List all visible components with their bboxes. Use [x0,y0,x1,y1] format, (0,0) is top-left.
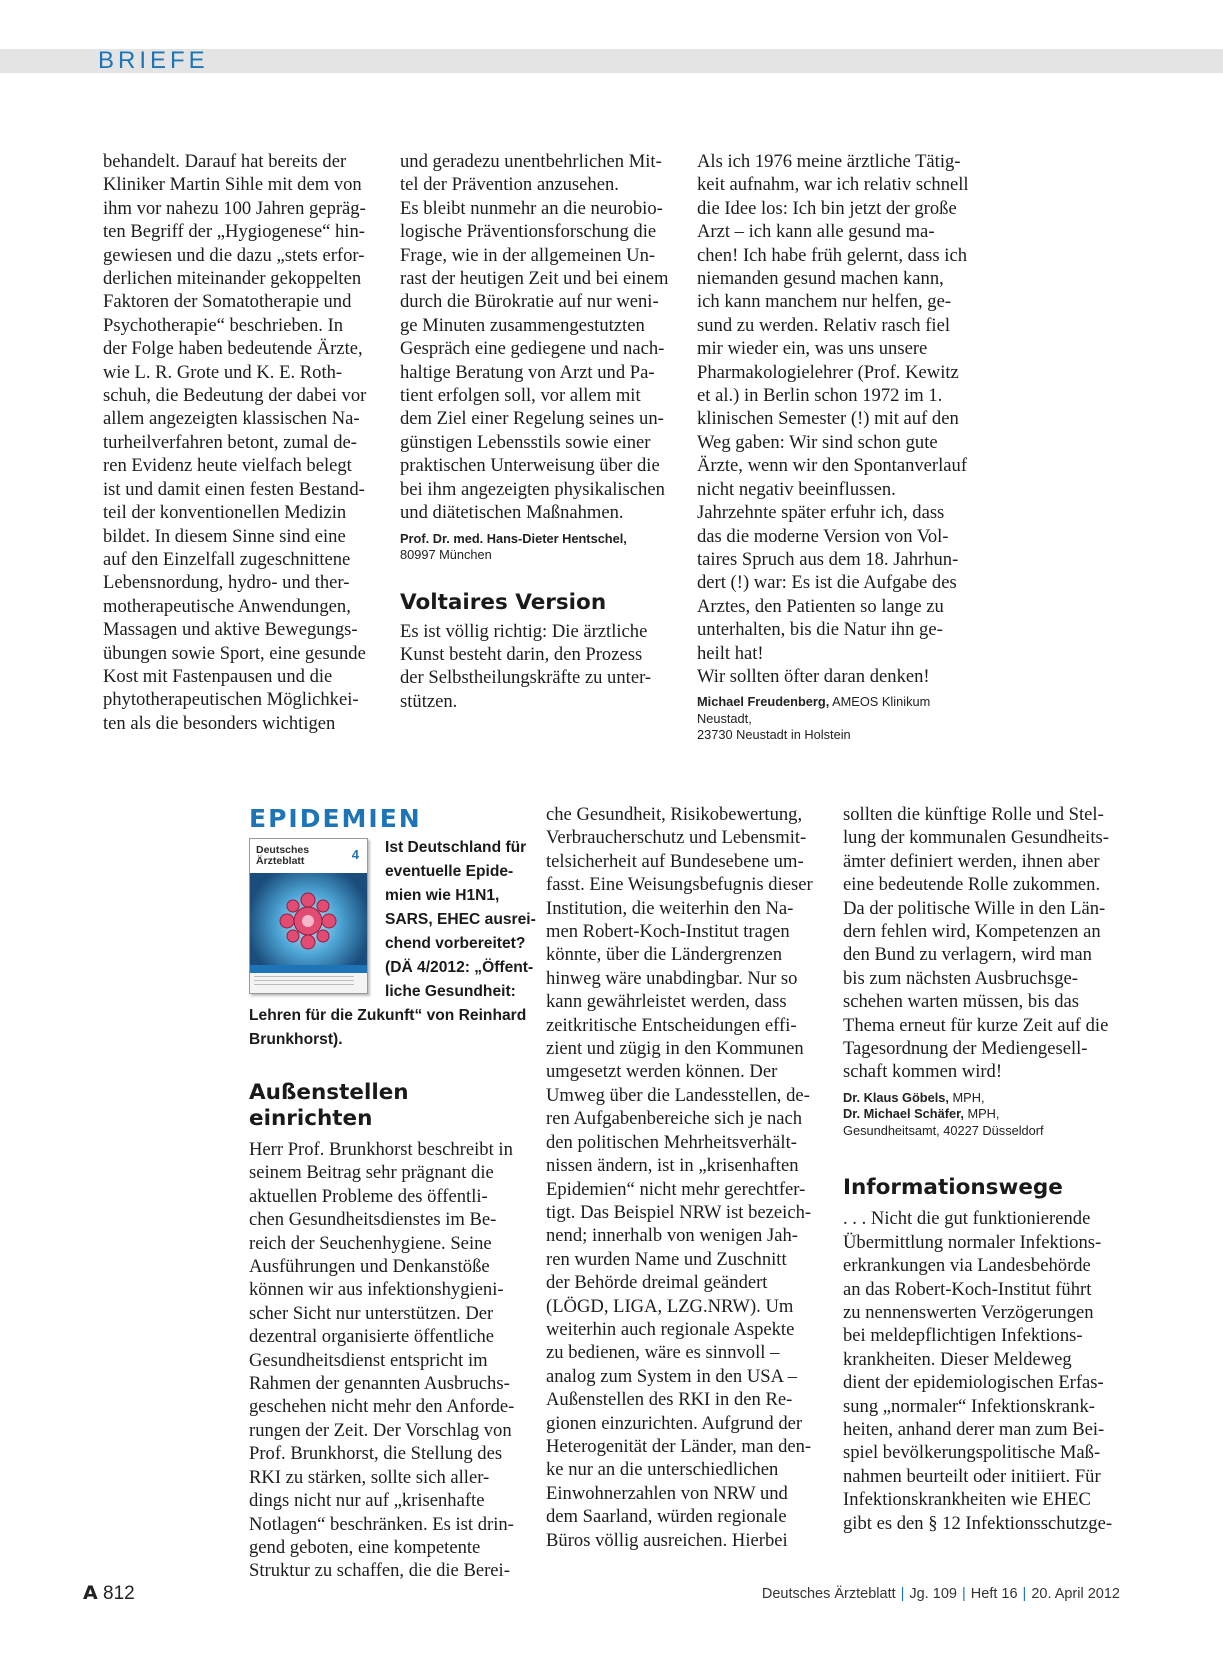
text-line: Struktur zu schaffen, die die Berei- [249,1560,510,1582]
text-line: schaft kommen wird! [843,1061,1003,1083]
letter3-headline: Außenstellen einrichten [249,1080,409,1131]
text-line: ren Aufgabenbereiche sich je nach [546,1108,803,1130]
text-line: telsicherheit auf Bundesebene um- [546,850,804,872]
footer-issue: Heft 16 [970,1586,1018,1602]
letter2-headline: Voltaires Version [400,589,607,615]
text-line: haltige Beratung von Arzt und Pa- [400,361,655,383]
text-line: nend; innerhalb von wenigen Jah- [546,1225,798,1247]
text-line: Faktoren der Somatotherapie und [103,291,352,313]
text-line: zeitkritische Entscheidungen effi- [546,1014,797,1036]
text-line: Herr Prof. Brunkhorst beschreibt in [249,1139,513,1160]
text-line: wie L. R. Grote und K. E. Roth- [103,361,343,383]
letter2-signature [697,694,987,744]
text-line: spiel bevölkerungspolitische Maß- [843,1442,1101,1464]
text-line: logische Präventionsforschung die [400,221,657,243]
text-line: zu bedienen, wäre es sinnvoll – [546,1342,780,1364]
text-line: der Selbstheilungskräfte zu unter- [400,667,652,689]
text-line: motherapeutische Anwendungen, [103,595,351,617]
letter3-column1-text [249,1138,529,1583]
text-line: bis zum nächsten Ausbruchsge- [843,967,1078,989]
text-line: den Bund zu verlagern, wird man [843,944,1092,966]
cover-journal-name: Deutsches Ärzteblatt [256,844,310,867]
cover-title-strip [250,965,367,973]
text-line: bildet. In diesem Sinne sind eine [103,525,346,547]
text-line: gionen einzurichten. Aufgrund der [546,1412,803,1434]
text-line: nicht negativ beeinflussen. [697,478,896,500]
letter3-signature-org: Gesundheitsamt, 40227 Düsseldorf [843,1122,1044,1138]
text-line: könnte, über die Ländergrenzen [546,944,783,966]
text-line: Infektionskrankheiten wie EHEC [843,1489,1091,1511]
text-line: Gesundheitsdienst entspricht im [249,1349,488,1371]
text-line: günstigen Lebensstils sowie einer [400,431,651,453]
text-line: umgesetzt werden können. Der [546,1061,778,1083]
text-line: krankheiten. Dieser Meldeweg [843,1348,1072,1370]
text-line: gibt es den § 12 Infektionsschutzge- [843,1512,1113,1534]
text-line: behandelt. Darauf hat bereits der [103,151,347,172]
text-line: zu nennenswerten Verzögerungen [843,1302,1094,1323]
text-line: liche Gesundheit: [385,983,516,1000]
text-line: ren wurden Name und Zuschnitt [546,1248,787,1270]
letter3-signature-name1: Dr. Klaus Göbels, [843,1089,949,1105]
text-line: dert (!) war: Es ist die Aufgabe des [697,572,957,594]
text-line: dings nicht nur auf „krisenhafte [249,1490,485,1512]
text-line: ist und damit einen festen Bestand- [103,478,365,500]
text-line: Als ich 1976 meine ärztliche Tätig- [697,151,961,172]
text-line: dient der epidemiologischen Erfas- [843,1372,1104,1394]
letter2-column2-text [400,620,680,714]
text-line: an das Robert-Koch-Institut führt [843,1278,1092,1300]
letter3-signature-title1: MPH, [948,1089,985,1105]
text-line: Büros völlig ausreichen. Hierbei [546,1529,788,1551]
text-line: Es bleibt nunmehr an die neurobio- [400,197,663,219]
text-line: Frage, wie in der allgemeinen Un- [400,244,656,266]
text-line: Kliniker Martin Sihle mit dem von [103,174,362,196]
text-line: niemanden gesund machen kann, [697,268,944,290]
text-line: chen! Ich habe früh gelernt, dass ich [697,244,968,266]
virus-icon [250,873,367,965]
text-line: Rahmen der genannten Ausbruchs- [249,1373,510,1395]
text-line: che Gesundheit, Risikobewertung, [546,804,803,825]
text-line: aktuellen Probleme des öffentli- [249,1185,488,1207]
text-line: bei meldepflichtigen Infektions- [843,1325,1083,1347]
text-line: zient und zügig in den Kommunen [546,1038,804,1060]
text-line: Institution, die weiterhin den Na- [546,897,794,919]
text-line: Umweg über die Landesstellen, de- [546,1084,810,1106]
footer-separator: | [900,1586,905,1602]
text-line: das die moderne Version von Vol- [697,525,949,547]
text-line: auf den Einzelfall zugeschnittene [103,548,351,570]
text-line: Lehren für die Zukunft“ von Reinhard [249,1007,527,1024]
text-line: Verbraucherschutz und Lebensmit- [546,827,807,849]
text-line: phytotherapeutischen Möglichkei- [103,689,359,711]
text-line: Arzt – ich kann alle gesund ma- [697,221,935,243]
footer-journal: Deutsches Ärzteblatt [761,1586,896,1602]
text-line: Einwohnerzahlen von NRW und [546,1482,788,1504]
text-line: Prof. Brunkhorst, die Stellung des [249,1443,503,1465]
text-line: chen Gesundheitsdienstes im Be- [249,1209,497,1231]
letter3-column1 [249,1080,529,1583]
text-line: können wir aus infektionshygieni- [249,1279,504,1301]
letter2-column3 [697,150,987,744]
text-line: und geradezu unentbehrlichen Mit- [400,151,662,172]
text-line: erkrankungen via Landesbehörde [843,1255,1091,1277]
letter1-signature-name: Prof. Dr. med. Hans-Dieter Hentschel, [400,530,627,546]
text-line: ich kann manchem nur helfen, ge- [697,291,952,313]
text-line: Kost mit Fastenpausen und die [103,665,333,687]
text-line: Es ist völlig richtig: Die ärztliche [400,620,648,642]
text-line: RKI zu stärken, sollte sich aller- [249,1466,490,1488]
text-line: Pharmakologielehrer (Prof. Kewitz [697,361,959,383]
text-line: übungen sowie Sport, eine gesunde [103,642,366,664]
text-line: Lebensnordung, hydro- und ther- [103,572,350,594]
text-line: tigt. Das Beispiel NRW ist bezeich- [546,1201,812,1223]
text-line: und diätetischen Maßnahmen. [400,502,624,524]
text-line: mir wieder ein, was uns unsere [697,338,928,360]
letter3-column3-text [843,803,1133,1084]
text-line: Massagen und aktive Bewegungs- [103,619,358,641]
text-line: gend geboten, eine kompetente [249,1536,481,1558]
text-line: seinem Beitrag sehr prägnant die [249,1162,494,1184]
text-line: Notlagen“ beschränken. Es ist drin- [249,1513,514,1535]
text-line: weiterhin auch regionale Aspekte [546,1318,795,1340]
text-line: dern fehlen wird, Kompetenzen an [843,921,1101,943]
cover-virus-illustration [250,873,367,965]
letter1-signature-city: 80997 München [400,547,492,562]
text-line: durch die Bürokratie auf nur weni- [400,291,659,313]
text-line: bei ihm angezeigten physikalischen [400,478,665,500]
text-line: Ist Deutschland für [385,839,527,856]
text-line: dem Ziel einer Regelung seines un- [400,408,664,430]
text-line: die Idee los: Ich bin jetzt der große [697,197,957,219]
letter2-column3-text [697,150,987,688]
letter3-column3 [843,803,1133,1535]
letter3-signature-title2: MPH, [963,1106,1000,1122]
text-line: sund zu werden. Relativ rasch fiel [697,314,950,336]
text-line: eventuelle Epide- [385,863,514,880]
footer-date: 20. April 2012 [1031,1586,1120,1602]
text-line: rungen der Zeit. Der Vorschlag von [249,1419,512,1441]
text-line: Gespräch eine gediegene und nach- [400,338,665,360]
text-line: praktischen Unterweisung über die [400,455,660,477]
text-line: sollten die künftige Rolle und Stel- [843,804,1104,825]
text-line: der Behörde dreimal geändert [546,1272,768,1294]
epidemien-title: EPIDEMIEN [249,804,422,833]
text-line: nissen ändern, ist in „krisenhaften [546,1155,799,1177]
text-line: . . . Nicht die gut funktionierende [843,1208,1091,1230]
text-line: derlichen miteinander gekoppelten [103,268,362,290]
text-line: (LÖGD, LIGA, LZG.NRW). Um [546,1295,794,1317]
text-line: dezentral organisierte öffentliche [249,1326,495,1348]
text-line: ihm vor nahezu 100 Jahren gepräg- [103,197,366,219]
text-line: taires Spruch aus dem 18. Jahrhun- [697,548,959,570]
text-line: Jahrzehnte später erfuhr ich, dass [697,502,945,524]
text-line: kann gewährleistet werden, dass [546,991,787,1013]
letter4-column3-text [843,1207,1133,1535]
text-line: keit aufnahm, war ich relativ schnell [697,174,969,196]
text-line: Da der politische Wille in den Län- [843,897,1106,919]
text-line: heilt hat! [697,642,764,664]
text-line: ge Minuten zusammengestutzten [400,314,645,336]
letter2-signature-org: AMEOS Klinikum Neustadt, [697,694,931,726]
letter1-column2-text [400,150,680,525]
text-line: men Robert-Koch-Institut tragen [546,921,790,943]
text-line: reich der Seuchenhygiene. Seine [249,1232,492,1254]
text-line: turheilverfahren betont, zumal de- [103,431,358,453]
text-line: unterhalten, bis die Natur ihn ge- [697,619,943,641]
text-line: Kunst besteht darin, den Prozess [400,643,643,665]
text-line: Arztes, den Patienten so lange zu [697,595,944,617]
text-line: lung der kommunalen Gesundheits- [843,827,1109,849]
letter4-headline: Informationswege [843,1175,1063,1201]
text-line: stützen. [400,690,458,712]
footer-separator: | [1022,1586,1027,1602]
text-line: eine bedeutende Rolle zukommen. [843,874,1101,896]
text-line: analog zum System in den USA – [546,1365,797,1387]
page-number [83,1582,135,1605]
text-line: ke nur an die unterschiedlichen [546,1459,779,1481]
text-line: scher Sicht nur unterstützen. Der [249,1302,494,1324]
text-line: Psychotherapie“ beschrieben. In [103,314,344,336]
text-line: Thema erneut für kurze Zeit auf die [843,1014,1109,1036]
text-line: sung „normaler“ Infektionskrank- [843,1395,1095,1417]
text-line: fasst. Eine Weisungsbefugnis dieser [546,874,813,896]
text-line: Übermittlung normaler Infektions- [843,1231,1102,1253]
text-line: tient erfolgen soll, vor allem mit [400,385,641,407]
text-line: Tagesordnung der Mediengesell- [843,1038,1088,1060]
text-line: gewiesen und die dazu „stets erfor- [103,244,365,266]
text-line: Brunkhorst). [249,1031,343,1048]
cover-small-text [254,976,354,988]
text-line: allem angezeigten klassischen Na- [103,408,360,430]
text-line: dem Saarland, würden regionale [546,1506,787,1528]
text-line: Außenstellen des RKI in den Re- [546,1389,793,1411]
letter3-signature-name2: Dr. Michael Schäfer, [843,1106,964,1122]
text-line: klinischen Semester (!) mit auf den [697,408,959,430]
text-line: der Folge haben bedeutende Ärzte, [103,338,363,360]
letter2-signature-name: Michael Freudenberg, [697,694,830,710]
text-line: (DÄ 4/2012: „Öffent- [385,959,534,976]
text-line: chend vorbereitet? [385,935,526,952]
journal-footer [762,1586,1120,1602]
text-line: teil der konventionellen Medizin [103,502,347,524]
letter1-column1 [103,150,383,735]
text-line: hinweg wäre unabdingbar. Nur so [546,967,798,989]
letter3-column2 [546,803,826,1552]
text-line: et al.) in Berlin schon 1972 im 1. [697,385,943,407]
footer-volume: Jg. 109 [909,1586,957,1602]
letter2-signature-city: 23730 Neustadt in Holstein [697,727,851,743]
text-line: rast der heutigen Zeit und bei einem [400,268,669,290]
text-line: schehen warten müssen, bis das [843,991,1079,1013]
magazine-cover-image [249,838,368,994]
text-line: den politischen Mehrheitsverhält- [546,1131,797,1153]
page-number-value: 812 [97,1583,135,1604]
letter1-signature [400,531,680,564]
text-line: Wir sollten öfter daran denken! [697,665,930,687]
text-line: SARS, EHEC ausrei- [385,911,536,928]
page-prefix: A [83,1582,98,1604]
text-line: ten Begriff der „Hygiogenese“ hin- [103,221,365,243]
text-line: Weg gaben: Wir sind schon gute [697,431,938,453]
text-line: nahmen beurteilt oder initiiert. Für [843,1465,1101,1487]
section-title: BRIEFE [98,47,209,74]
letter1-column2 [400,150,680,713]
text-line: ämter definiert werden, ihnen aber [843,850,1100,872]
text-line: Epidemien“ nicht mehr gerechtfer- [546,1178,806,1200]
text-line: ten als die besonders wichtigen [103,712,336,734]
cover-issue-number: 4 [351,847,359,862]
text-line: ren Evidenz heute vielfach belegt [103,455,352,477]
text-line: Heterogenität der Länder, man den- [546,1435,812,1457]
text-line: heiten, anhand derer man zum Bei- [843,1419,1105,1441]
text-line: Ausführungen und Denkanstöße [249,1256,490,1278]
letter3-signature [843,1090,1133,1140]
text-line: Ärzte, wenn wir den Spontanverlauf [697,455,968,477]
text-line: schuh, die Bedeutung der dabei vor [103,385,367,407]
text-line: geschehen nicht mehr den Anforde- [249,1396,515,1418]
text-line: mien wie H1N1, [385,887,500,904]
footer-separator: | [962,1586,966,1602]
text-line: tel der Prävention anzusehen. [400,174,619,196]
